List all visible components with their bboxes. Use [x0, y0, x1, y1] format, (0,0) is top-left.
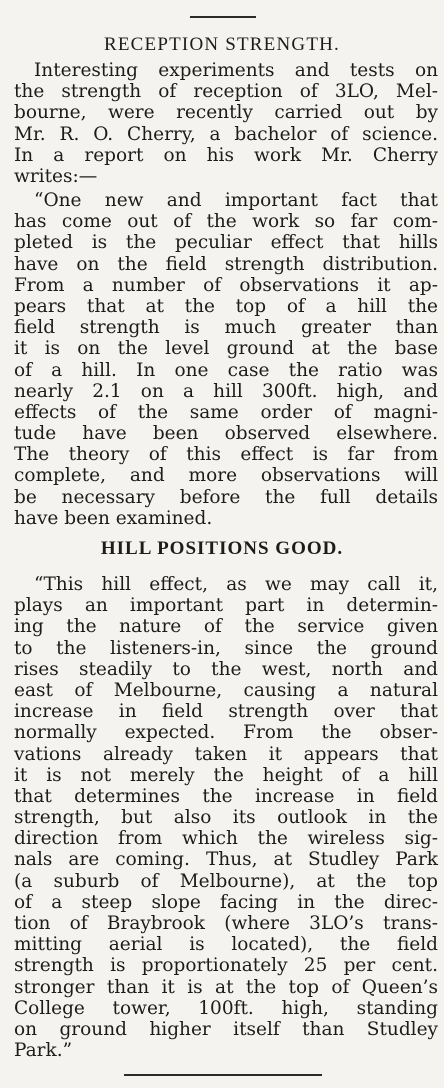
- text-line: tude have been observed elsewhere.: [14, 423, 438, 445]
- text-line: bourne, were recently carried out by: [14, 102, 438, 124]
- text-line: field strength is much greater than: [14, 317, 438, 339]
- text-line: College tower, 100ft. high, standing: [14, 997, 438, 1019]
- text-line: nearly 2.1 on a hill 300ft. high, and: [14, 380, 438, 402]
- text-line: Interesting experiments and tests on: [34, 60, 438, 81]
- headline-reception-strength: RECEPTION STRENGTH.: [103, 34, 341, 55]
- text-line: (a suburb of Melbourne), at the top: [14, 870, 438, 892]
- text-line: “One new and important fact that: [34, 190, 438, 211]
- text-line: to the listeners-in, since the ground: [14, 637, 438, 659]
- text-line: From a number of observations it ap-: [14, 274, 438, 296]
- text-line: writes:—: [14, 165, 98, 187]
- text-line: Mr. R. O. Cherry, a bachelor of science.: [14, 123, 438, 145]
- paragraph-quote-1: [14, 190, 438, 529]
- headline-hill-positions: HILL POSITIONS GOOD.: [100, 538, 344, 559]
- text-line: that determines the increase in field: [14, 785, 438, 807]
- text-line: rises steadily to the west, north and: [14, 658, 438, 680]
- text-line: increase in field strength over that: [14, 701, 438, 723]
- text-line: direction from which the wireless sig-: [14, 828, 438, 850]
- top-rule: [190, 16, 256, 18]
- text-line: strength, but also its outlook in the: [14, 807, 438, 829]
- bottom-rule: [124, 1074, 322, 1076]
- text-line: be necessary before the full details: [14, 486, 438, 508]
- text-line: strength is proportionately 25 per cent.: [14, 955, 438, 977]
- text-line: “This hill effect, as we may call it,: [34, 574, 438, 595]
- text-line: nals are coming. Thus, at Studley Park: [14, 849, 438, 871]
- text-line: of a steep slope facing in the direc-: [14, 891, 438, 913]
- text-line: effects of the same order of magni-: [14, 401, 438, 423]
- text-line: vations already taken it appears that: [14, 743, 438, 765]
- text-line: it is not merely the height of a hill: [14, 764, 438, 786]
- text-line: Park.”: [14, 1040, 73, 1062]
- text-line: it is on the level ground at the base: [14, 338, 438, 360]
- text-line: east of Melbourne, causing a natural: [14, 679, 438, 701]
- text-line: have on the field strength distribution.: [14, 253, 438, 275]
- text-line: of a hill. In one case the ratio was: [14, 359, 438, 381]
- text-line: pleted is the peculiar effect that hills: [14, 232, 438, 254]
- text-line: on ground higher itself than Studley: [14, 1018, 438, 1040]
- paragraph-quote-2: [14, 574, 438, 1061]
- text-line: tion of Braybrook (where 3LO’s trans-: [14, 913, 438, 934]
- text-line: has come out of the work so far com-: [14, 211, 438, 233]
- text-line: The theory of this effect is far from: [14, 444, 438, 466]
- text-line: the strength of reception of 3LO, Mel-: [14, 81, 438, 103]
- text-line: complete, and more observations will: [14, 465, 438, 487]
- text-line: pears that at the top of a hill the: [14, 295, 438, 317]
- text-line: normally expected. From the obser-: [14, 722, 438, 744]
- text-line: In a report on his work Mr. Cherry: [14, 144, 438, 166]
- paragraph-intro: [14, 60, 438, 187]
- text-line: stronger than it is at the top of Queen’s: [14, 976, 438, 998]
- text-line: have been examined.: [14, 507, 213, 529]
- text-line: plays an important part in determin-: [14, 595, 438, 617]
- text-line: mitting aerial is located), the field: [14, 934, 438, 956]
- text-line: ing the nature of the service given: [14, 616, 438, 638]
